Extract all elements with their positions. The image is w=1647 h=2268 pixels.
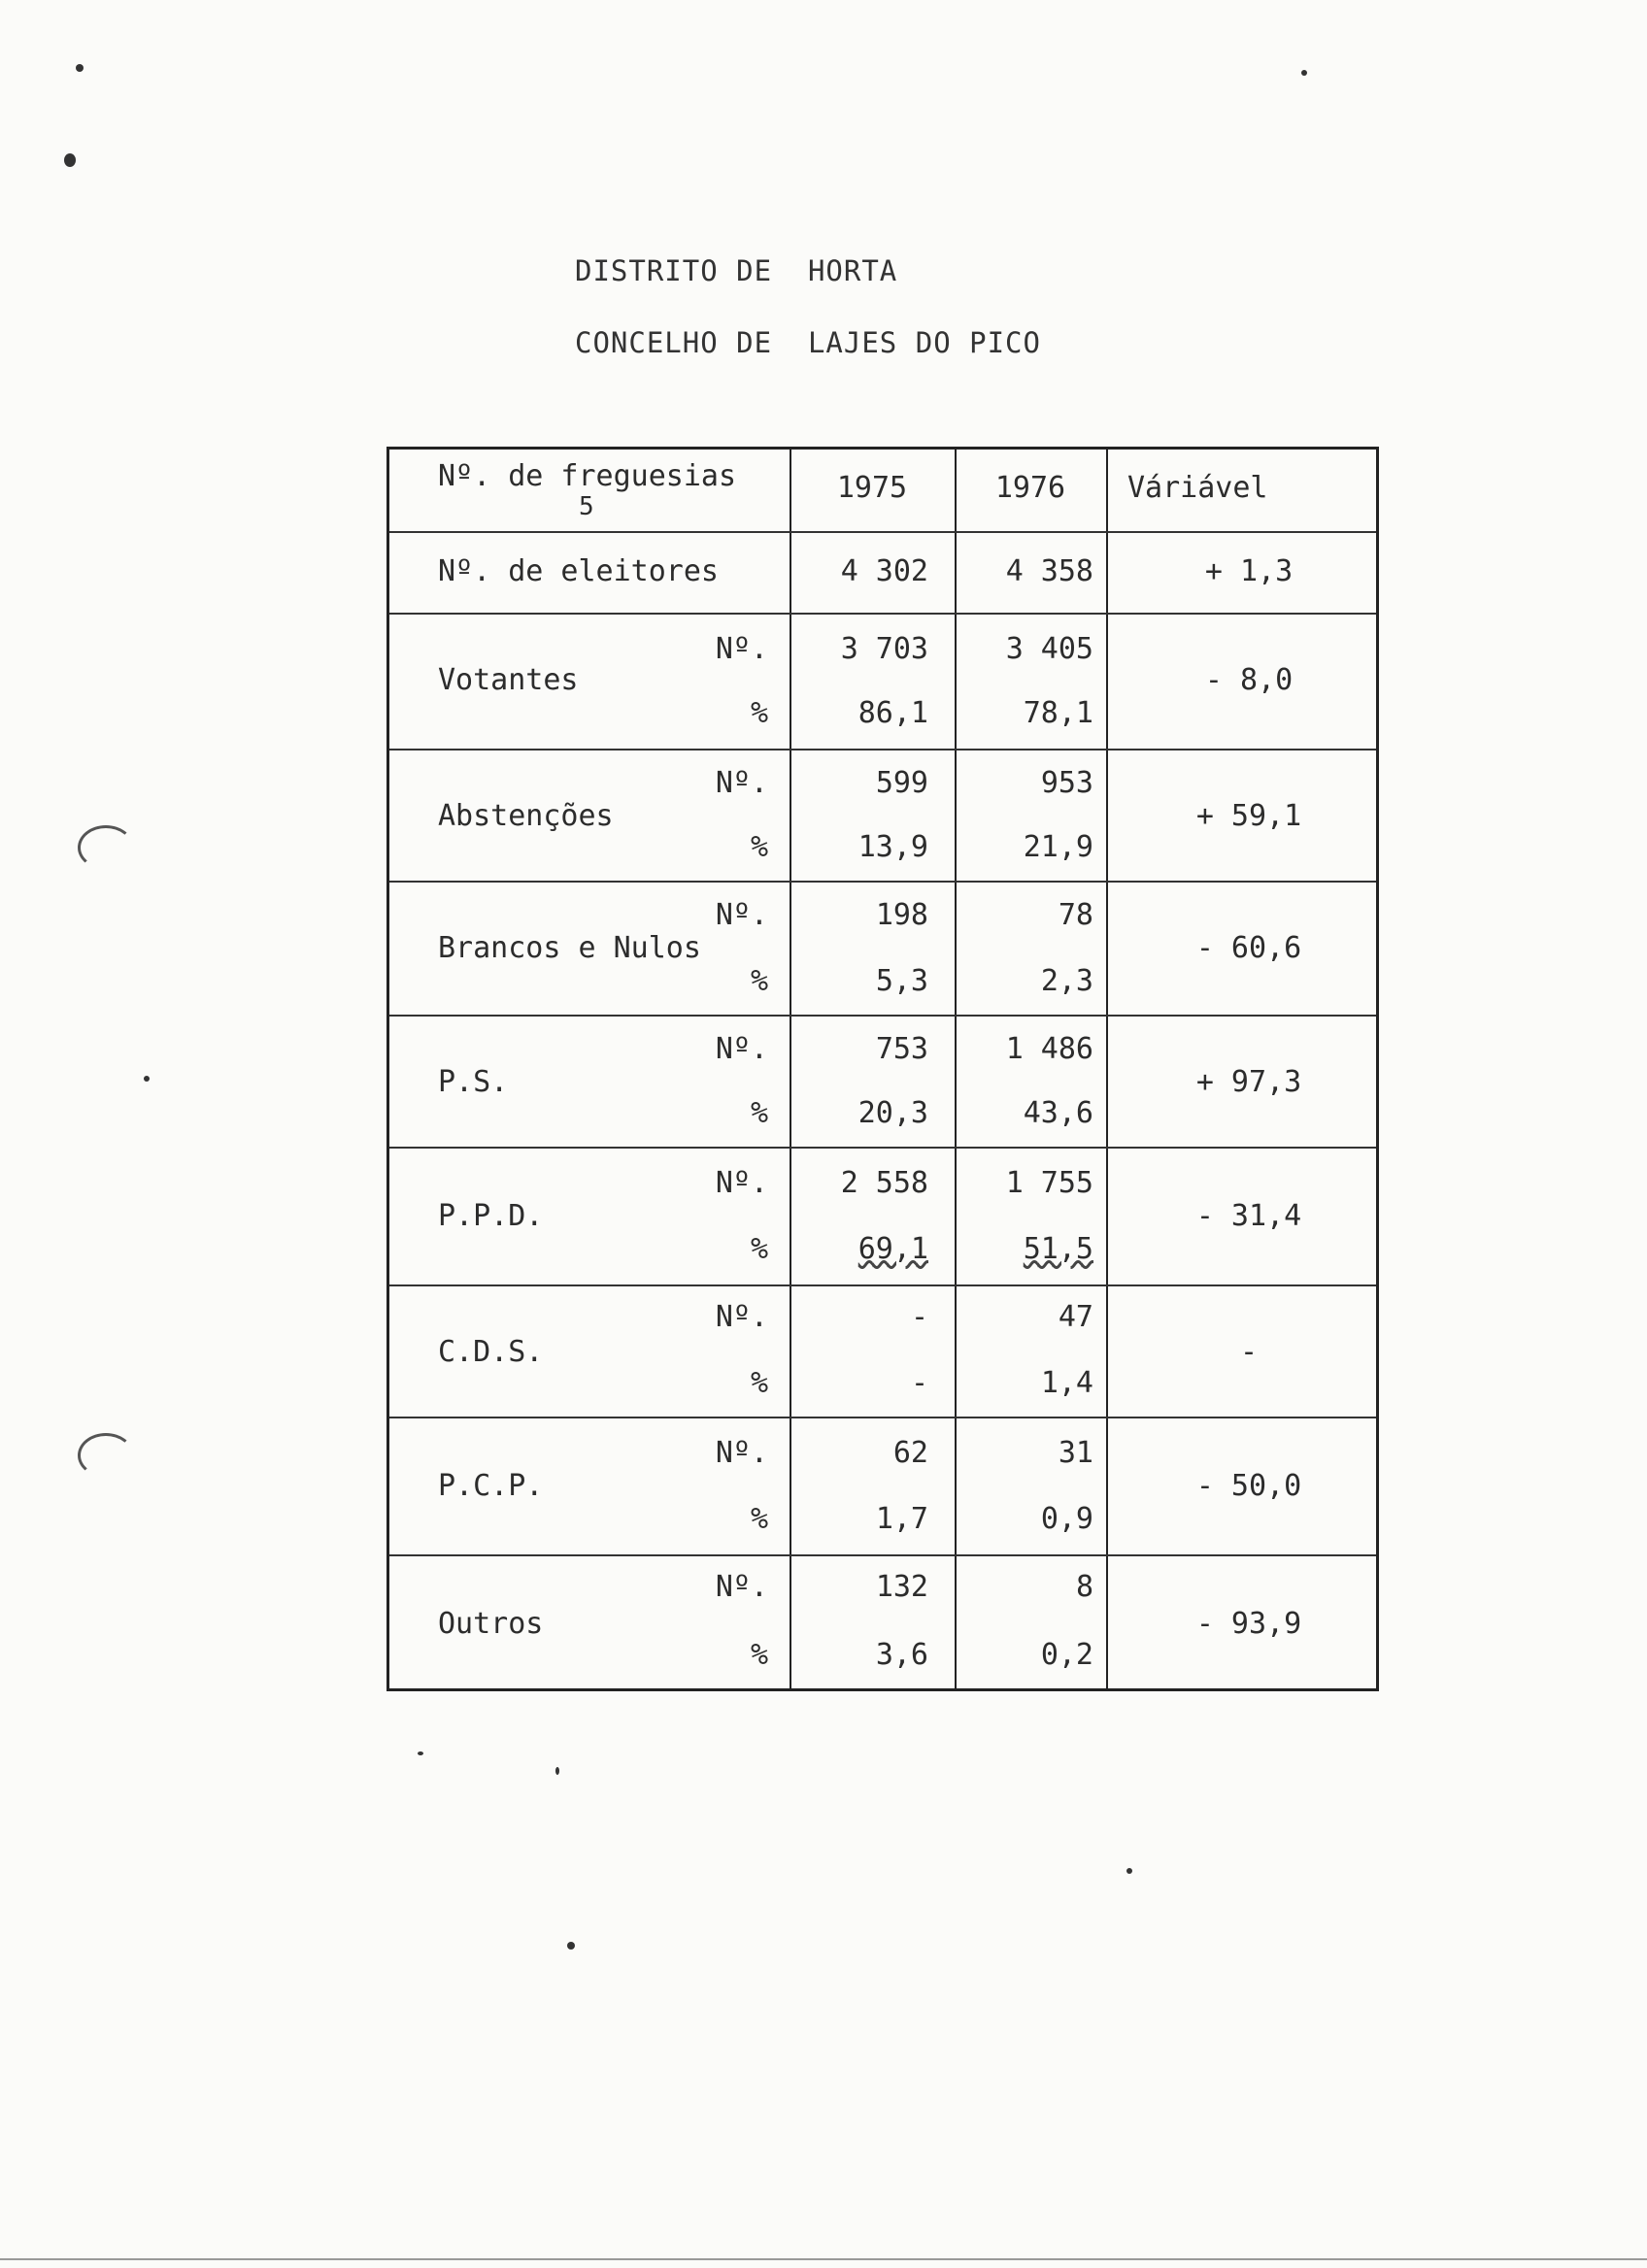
percent-1976: 21,9 [1023, 830, 1093, 864]
table-row [389, 613, 1376, 749]
percent-1976: 0,2 [1040, 1638, 1093, 1672]
registered-1976: 4 358 [1005, 554, 1093, 588]
percent-1975: 20,3 [857, 1096, 928, 1130]
unit-percent: % [750, 830, 768, 864]
table-row [389, 1147, 1376, 1284]
row-label: Votantes [438, 663, 579, 697]
table-row [389, 1417, 1376, 1554]
variation-value: + 97,3 [1195, 1065, 1302, 1099]
count-1976: 47 [1058, 1300, 1093, 1334]
unit-percent: % [750, 1232, 768, 1266]
unit-number: Nº. [715, 1570, 768, 1604]
punch-hole [78, 1433, 134, 1478]
unit-number: Nº. [715, 1032, 768, 1066]
speck [1126, 1868, 1132, 1874]
row-label: C.D.S. [438, 1335, 544, 1369]
percent-1976: 1,4 [1040, 1366, 1093, 1400]
speck [76, 64, 84, 72]
unit-number: Nº. [715, 1300, 768, 1334]
variation-value: - 60,6 [1195, 931, 1302, 965]
percent-1975: 3,6 [875, 1638, 928, 1672]
variation-header: Váriável [1127, 471, 1268, 505]
registered-variation: + 1,3 [1204, 554, 1294, 588]
count-1975: 753 [875, 1032, 928, 1066]
speck [1301, 70, 1307, 76]
table-row [389, 1015, 1376, 1147]
count-1976: 78 [1058, 898, 1093, 932]
row-label: P.C.P. [438, 1469, 544, 1503]
variation-value: - 93,9 [1195, 1607, 1302, 1641]
count-1976: 1 486 [1005, 1032, 1093, 1066]
count-1976: 953 [1040, 766, 1093, 800]
page-bottom-edge [0, 2258, 1647, 2260]
percent-1975: 69,1 [857, 1232, 928, 1266]
row-label: Abstenções [438, 799, 614, 833]
variation-value: + 59,1 [1195, 799, 1302, 833]
unit-percent: % [750, 1502, 768, 1536]
unit-percent: % [750, 696, 768, 730]
percent-1975: 5,3 [875, 964, 928, 998]
count-1975: 198 [875, 898, 928, 932]
unit-percent: % [750, 1096, 768, 1130]
parishes-label: Nº. de freguesias [438, 459, 737, 493]
count-1976: 8 [1075, 1570, 1093, 1604]
district-title: DISTRITO DE HORTA [575, 254, 898, 287]
speck [555, 1767, 559, 1775]
speck [567, 1942, 575, 1950]
percent-1975: 86,1 [857, 696, 928, 730]
year-1976-header: 1976 [994, 471, 1066, 505]
row-label: P.P.D. [438, 1199, 544, 1233]
percent-1976: 2,3 [1040, 964, 1093, 998]
variation-value: - [1239, 1335, 1259, 1369]
row-label: Brancos e Nulos [438, 931, 701, 965]
header-row [389, 450, 1376, 531]
count-1975: - [910, 1300, 928, 1334]
year-1975-header: 1975 [836, 471, 908, 505]
percent-1976: 78,1 [1023, 696, 1093, 730]
speck [64, 153, 76, 167]
count-1976: 1 755 [1005, 1166, 1093, 1200]
percent-1976: 51,5 [1023, 1232, 1093, 1266]
percent-1976: 43,6 [1023, 1096, 1093, 1130]
speck [144, 1076, 150, 1082]
count-1975: 2 558 [840, 1166, 928, 1200]
percent-1975: 13,9 [857, 830, 928, 864]
count-1975: 62 [892, 1436, 928, 1470]
unit-number: Nº. [715, 898, 768, 932]
variation-value: - 50,0 [1195, 1469, 1302, 1503]
count-1975: 3 703 [840, 632, 928, 666]
percent-1975: - [910, 1366, 928, 1400]
punch-hole [78, 825, 134, 870]
row-label: Outros [438, 1607, 544, 1641]
row-label: P.S. [438, 1065, 509, 1099]
percent-1976: 0,9 [1040, 1502, 1093, 1536]
table-row [389, 749, 1376, 881]
table-row [389, 881, 1376, 1015]
count-1976: 3 405 [1005, 632, 1093, 666]
municipality-title: CONCELHO DE LAJES DO PICO [575, 326, 1041, 359]
unit-percent: % [750, 1366, 768, 1400]
unit-number: Nº. [715, 1166, 768, 1200]
unit-number: Nº. [715, 1436, 768, 1470]
parishes-count: 5 [579, 492, 594, 521]
variation-value: - 8,0 [1204, 663, 1294, 697]
election-results-table [387, 447, 1379, 1691]
speck [418, 1751, 423, 1755]
unit-percent: % [750, 964, 768, 998]
variation-value: - 31,4 [1195, 1199, 1302, 1233]
count-1975: 132 [875, 1570, 928, 1604]
registered-1975: 4 302 [840, 554, 928, 588]
table-row [389, 1554, 1376, 1688]
registered-voters-label: Nº. de eleitores [438, 554, 719, 588]
percent-1975: 1,7 [875, 1502, 928, 1536]
unit-number: Nº. [715, 766, 768, 800]
unit-percent: % [750, 1638, 768, 1672]
table-row [389, 1284, 1376, 1417]
count-1976: 31 [1058, 1436, 1093, 1470]
unit-number: Nº. [715, 632, 768, 666]
count-1975: 599 [875, 766, 928, 800]
registered-voters-row [389, 531, 1376, 613]
